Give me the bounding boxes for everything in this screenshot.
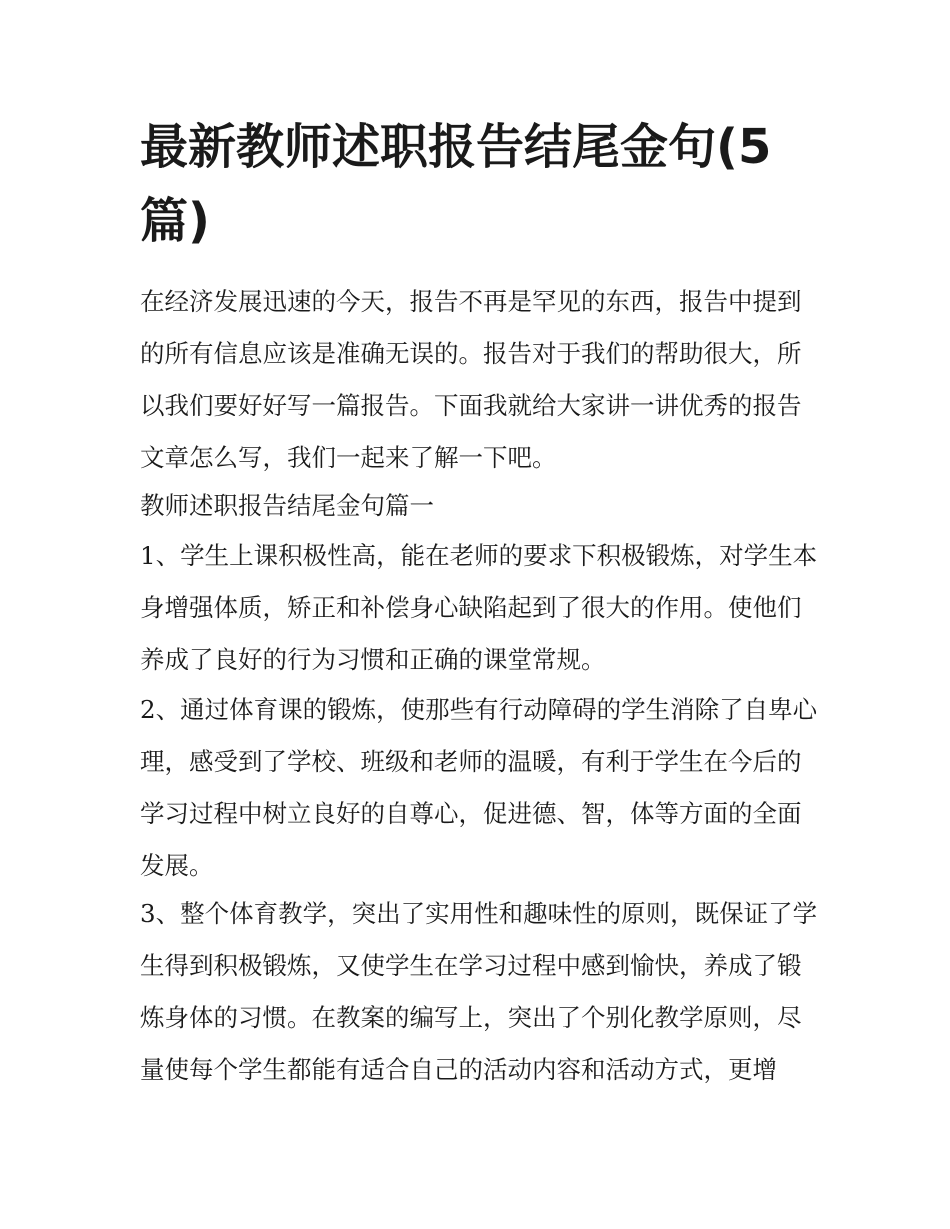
list-item: 3、整个体育教学，突出了实用性和趣味性的原则，既保证了学生得到积极锻炼，又使学生在学习过程中感到愉快，养成了锻炼身体的习惯。在教案的编写上，突出了个别化教学原则，尽量使每个学生都能有适合自己的活动内容和活动方式，更增 <box>140 899 818 1084</box>
intro-paragraph: 在经济发展迅速的今天，报告不再是罕见的东西，报告中提到的所有信息应该是准确无误的。报告对于我们的帮助很大，所以我们要好好写一篇报告。下面我就给大家讲一讲优秀的报告文章怎么写，我们一起来了解一下吧。 <box>140 287 802 472</box>
page-title: 最新教师述职报告结尾金句(5篇) <box>140 119 772 249</box>
list-item: 2、通过体育课的锻炼，使那些有行动障碍的学生消除了自卑心理，感受到了学校、班级和老师的温暖，有利于学生在今后的学习过程中树立良好的自尊心，促进德、智，体等方面的全面发展。 <box>140 695 818 880</box>
section-heading: 教师述职报告结尾金句篇一 <box>140 491 434 520</box>
list-item: 1、学生上课积极性高，能在老师的要求下积极锻炼，对学生本身增强体质，矫正和补偿身心缺陷起到了很大的作用。使他们养成了良好的行为习惯和正确的课堂常规。 <box>140 541 818 674</box>
